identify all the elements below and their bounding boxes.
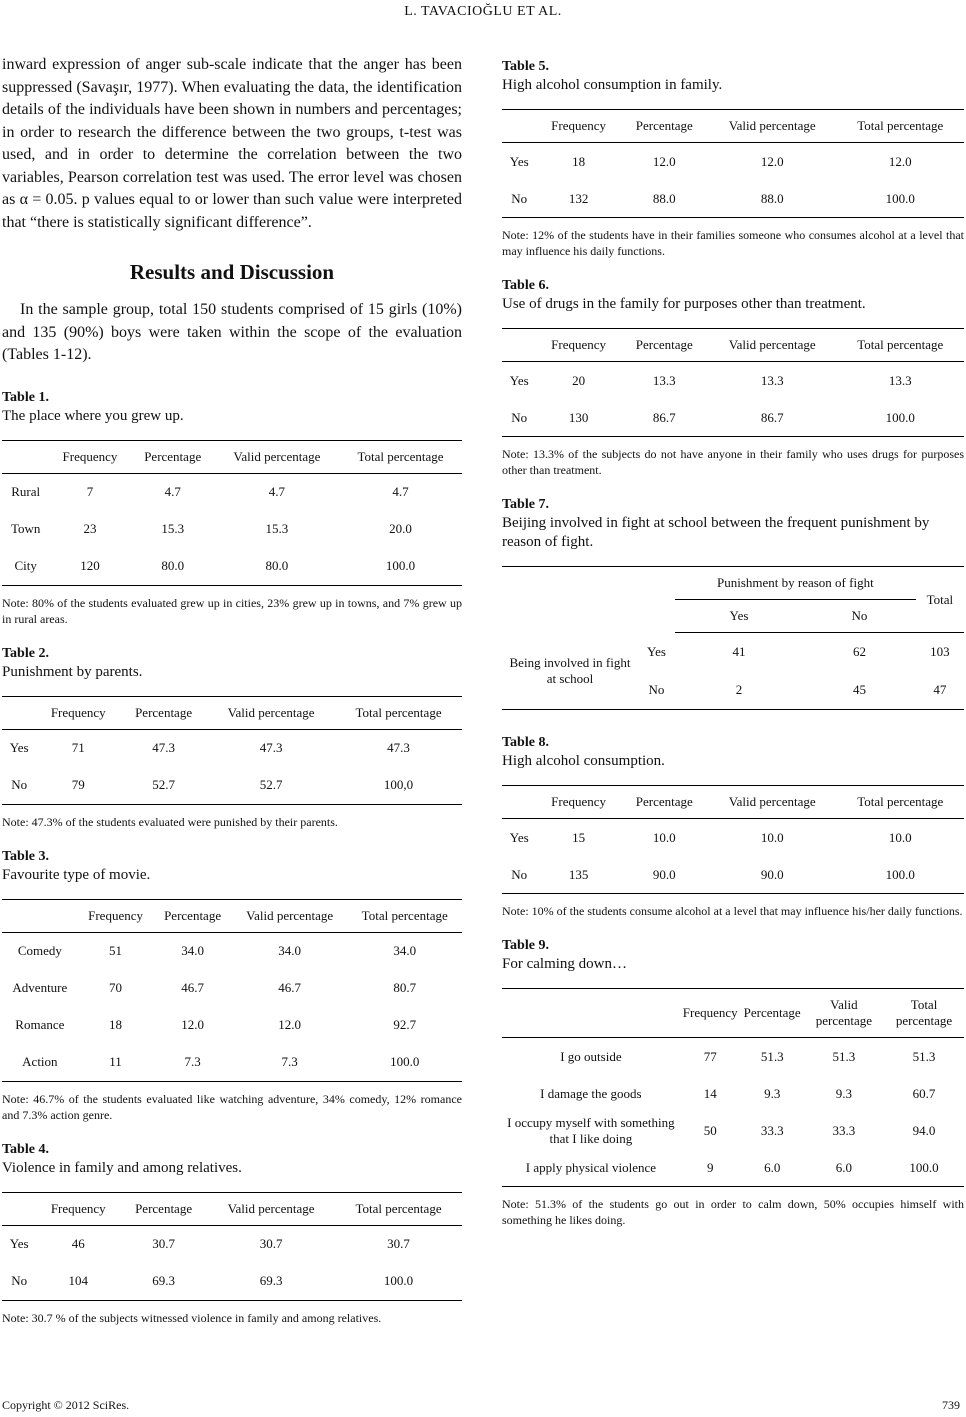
- cell: 9.3: [764, 1085, 781, 1101]
- cell: 13.3: [652, 372, 676, 388]
- row-label: No: [2, 1263, 36, 1301]
- cell: 47: [916, 671, 964, 710]
- table-note: Note: 10% of the students consume alcohol at a level that may influence his/her daily functions.: [502, 904, 963, 918]
- column-header: Total percentage: [339, 440, 462, 473]
- cell: 52.7: [207, 767, 335, 805]
- table-1: [2, 389, 462, 627]
- table-title: The place where you grew up.: [2, 407, 184, 424]
- cell: 80.0: [215, 548, 339, 586]
- empty-subheader: [502, 600, 675, 633]
- cell: 20.0: [389, 521, 412, 536]
- table-3: [2, 848, 462, 1123]
- table-row: [502, 1112, 964, 1149]
- column-header: Valid percentage: [207, 696, 335, 729]
- cell: 12.0: [278, 1017, 301, 1032]
- column-header: Frequency: [536, 110, 620, 143]
- left-column: [2, 54, 462, 1326]
- cell: 15.3: [161, 521, 185, 536]
- corner-header: [2, 696, 36, 729]
- cell: 6.0: [804, 1149, 884, 1187]
- cell: 79: [36, 767, 120, 805]
- cell: 18: [109, 1017, 123, 1032]
- column-header: Frequency: [78, 899, 154, 932]
- corner-header: [2, 1192, 36, 1225]
- data-table: [2, 696, 462, 805]
- table-row: [502, 180, 964, 218]
- table-row: [2, 970, 462, 1007]
- data-table: [2, 899, 462, 1082]
- page-number: 739: [942, 1398, 960, 1412]
- table-row: [502, 633, 964, 672]
- cell: 135: [536, 856, 620, 894]
- cell: 9.3: [835, 1085, 853, 1101]
- cell: 100.0: [837, 399, 964, 437]
- column-header: Valid percentage: [708, 110, 837, 143]
- cell: 100.0: [347, 1044, 462, 1082]
- cell: 30.7: [387, 1236, 410, 1251]
- table-title: High alcohol consumption.: [502, 753, 665, 769]
- cell: 104: [36, 1263, 120, 1301]
- header-row: [502, 989, 964, 1038]
- row-label: Town: [10, 521, 41, 536]
- corner-header: [2, 440, 49, 473]
- cell: 100.0: [837, 856, 964, 894]
- cell: 100.0: [837, 180, 964, 218]
- table-title: For calming down…: [502, 956, 627, 972]
- copyright: Copyright © 2012 SciRes.: [2, 1398, 130, 1412]
- table-label: Table 5.: [502, 59, 549, 74]
- cell: 60.7: [912, 1085, 936, 1101]
- table-note: Note: 47.3% of the students evaluated were punished by their parents.: [2, 814, 338, 829]
- column-header: Frequency: [536, 786, 620, 819]
- table-note: Note: 13.3% of the subjects do not have anyone in their family who uses drugs for purposes other than treatment.: [502, 447, 964, 477]
- table-label: Table 1.: [2, 389, 49, 405]
- data-table: [2, 1192, 462, 1301]
- cell: 86.7: [621, 399, 708, 437]
- table-title: Beijing involved in fight at school between the frequent punishment by reason of fight.: [502, 515, 930, 550]
- cell: 100.0: [339, 548, 462, 586]
- data-table: [502, 988, 964, 1187]
- cell: 92.7: [393, 1017, 417, 1032]
- cell: 12.0: [888, 153, 912, 169]
- cell: 80.7: [393, 980, 417, 995]
- right-column: [502, 6, 964, 1228]
- table-row: [2, 767, 462, 805]
- cell: 33.3: [760, 1122, 784, 1138]
- cell: 12.0: [652, 153, 676, 169]
- cell: 100.0: [335, 1263, 462, 1301]
- row-label: Yes: [509, 372, 529, 388]
- header-row: [502, 329, 964, 362]
- cell: 14: [703, 1085, 717, 1101]
- cell: 15.3: [265, 521, 289, 536]
- cell: 10.0: [652, 829, 676, 845]
- corner-header: [502, 989, 680, 1038]
- table-note: Note: 51.3% of the students go out in order to calm down, 50% occupies himself with something he likes doing.: [502, 1197, 964, 1227]
- cell: 103: [930, 644, 950, 659]
- table-row: [2, 473, 462, 511]
- corner-header: [502, 110, 536, 143]
- cell: 47.3: [152, 740, 175, 755]
- column-header: Percentage: [621, 786, 708, 819]
- cell: 6.0: [741, 1149, 804, 1187]
- table-note: Note: 80% of the students evaluated grew up in cities, 23% grew up in towns, and 7% grew up in rural areas.: [2, 595, 462, 626]
- table-note: Note: 46.7% of the students evaluated like watching adventure, 34% comedy, 12% romance and 7.3% action genre.: [2, 1091, 462, 1122]
- row-label: Rural: [11, 484, 41, 499]
- cell: 90.0: [708, 856, 837, 894]
- cell: 51.3: [832, 1048, 856, 1064]
- cell: 7: [86, 484, 94, 499]
- table-label: Table 6.: [502, 278, 549, 293]
- row-label: No: [502, 856, 536, 894]
- cell: 13.3: [760, 372, 784, 388]
- column-header: Valid percentage: [215, 440, 339, 473]
- cell: 88.0: [621, 180, 708, 218]
- table-title: Punishment by parents.: [2, 663, 143, 680]
- cell: 46.7: [278, 980, 301, 995]
- table-title: High alcohol consumption in family.: [502, 77, 723, 93]
- row-label: Romance: [15, 1017, 65, 1032]
- table-row: [502, 856, 964, 894]
- column-header: Valid percentage: [232, 899, 348, 932]
- column-header: Percentage: [120, 696, 207, 729]
- table-6: [502, 277, 964, 478]
- table-2: [2, 645, 462, 830]
- corner-header: [502, 329, 536, 362]
- cell: 69.3: [120, 1263, 207, 1301]
- header-row: [2, 440, 462, 473]
- row-label: Yes: [509, 829, 529, 845]
- cell: 41: [732, 644, 746, 659]
- table-label: Table 8.: [502, 735, 549, 750]
- sub-header-yes: Yes: [675, 600, 803, 633]
- data-table: [502, 328, 964, 437]
- cell: 34.0: [181, 943, 204, 958]
- column-header: Frequency: [36, 1192, 120, 1225]
- data-table: [502, 785, 964, 894]
- cell: 46: [71, 1236, 85, 1251]
- column-header: Percentage: [621, 110, 708, 143]
- cell: 30.7: [152, 1236, 175, 1251]
- cell: 51: [109, 943, 123, 958]
- header-row: [2, 899, 462, 932]
- table-9: [502, 937, 964, 1228]
- cell: 100.0: [884, 1149, 964, 1187]
- row-label: City: [2, 548, 49, 586]
- intro-paragraph: inward expression of anger sub-scale indicate that the anger has been suppressed (Savaşır, 1977). When evaluating the data, the identification details of the individuals have been shown in numbers and percentages; in order to research the difference between the two groups, t-test was used, and in order to determine the correlation between the two variables, Pearson correlation test was used. The error level was chosen as α = 0.05. p values equal to or lower than such value were interpreted that “there is statistically significant difference”.: [2, 56, 462, 231]
- section-title: Results and Discussion: [129, 260, 335, 284]
- cell: 47.3: [259, 740, 283, 755]
- column-header: Valid percentage: [708, 786, 837, 819]
- row-label: No: [502, 180, 536, 218]
- table-note: Note: 12% of the students have in their families someone who consumes alcohol at a level that may influence his daily functions.: [502, 228, 964, 258]
- table-row: [2, 932, 462, 970]
- cell: 50: [703, 1122, 717, 1138]
- table-5: [502, 58, 964, 259]
- column-header: Frequency: [536, 329, 620, 362]
- column-header: Percentage: [120, 1192, 207, 1225]
- table-7: [502, 496, 964, 710]
- cell: 7.3: [153, 1044, 231, 1082]
- cell: 51.3: [912, 1048, 936, 1064]
- total-header: Total: [916, 567, 964, 633]
- cell: 20: [572, 372, 586, 388]
- table-row: [502, 399, 964, 437]
- cell: Yes: [646, 643, 666, 659]
- table-note: Note: 30.7 % of the subjects witnessed violence in family and among relatives.: [2, 1310, 382, 1325]
- cell: 7.3: [232, 1044, 348, 1082]
- cell: 90.0: [621, 856, 708, 894]
- row-group-label: Being involved in fight at school: [502, 633, 638, 710]
- table-title: Violence in family and among relatives.: [2, 1159, 242, 1176]
- cell: 45: [803, 671, 916, 710]
- cell: 23: [83, 521, 97, 536]
- row-label: No: [502, 399, 536, 437]
- cell: 4.7: [268, 484, 286, 499]
- table-row: [502, 1149, 964, 1187]
- table-label: Table 2.: [2, 645, 49, 661]
- cell: 80.0: [131, 548, 215, 586]
- table-row: [2, 548, 462, 586]
- table-row: [502, 1075, 964, 1112]
- cell: 70: [109, 980, 123, 995]
- running-header: L. TAVACIOĞLU ET AL.: [404, 4, 562, 19]
- column-header: Percentage: [621, 329, 708, 362]
- table-row: [2, 1225, 462, 1263]
- column-header: Total percentage: [347, 899, 462, 932]
- cell: 10.0: [760, 829, 784, 845]
- column-header: Percentage: [741, 989, 804, 1038]
- table-title: Use of drugs in the family for purposes other than treatment.: [502, 296, 866, 312]
- header-row: [502, 786, 964, 819]
- table-title: Favourite type of movie.: [2, 866, 151, 883]
- cell: 12.0: [181, 1017, 204, 1032]
- cell: 94.0: [912, 1122, 936, 1138]
- column-header: Valid percentage: [708, 329, 837, 362]
- cell: 69.3: [207, 1263, 335, 1301]
- cell: 33.3: [832, 1122, 856, 1138]
- column-header: Total percentage: [884, 989, 964, 1038]
- row-label: Comedy: [17, 943, 62, 958]
- cell: 130: [536, 399, 620, 437]
- data-table: [2, 440, 462, 586]
- cell: 15: [572, 829, 586, 845]
- sub-header-no: No: [803, 600, 916, 633]
- cell: 51.3: [760, 1048, 784, 1064]
- cell: 30.7: [259, 1236, 283, 1251]
- cell: 4.7: [392, 484, 409, 499]
- results-paragraph: In the sample group, total 150 students comprised of 15 girls (10%) and 135 (90%) boys were taken within the scope of the evaluation (Tables 1-12).: [2, 301, 462, 363]
- cell: 18: [572, 153, 586, 169]
- cell: 9: [680, 1149, 741, 1187]
- span-header: Punishment by reason of fight: [675, 567, 916, 600]
- table-row: [502, 143, 964, 181]
- cell: No: [638, 671, 675, 710]
- cell: 88.0: [708, 180, 837, 218]
- table-label: Table 9.: [502, 938, 549, 953]
- cell: 100,0: [335, 767, 462, 805]
- column-header: Frequency: [36, 696, 120, 729]
- corner-header: [2, 899, 78, 932]
- table-label: Table 7.: [502, 497, 549, 512]
- column-header: Total percentage: [335, 696, 462, 729]
- column-header: Total percentage: [837, 110, 964, 143]
- column-header: Frequency: [680, 989, 741, 1038]
- cell: 10.0: [888, 829, 912, 845]
- column-header: Frequency: [49, 440, 130, 473]
- column-header: Percentage: [153, 899, 231, 932]
- cell: 132: [536, 180, 620, 218]
- table-row: [502, 362, 964, 400]
- header-row: [502, 110, 964, 143]
- row-label: I occupy myself with something that I like doing: [507, 1114, 675, 1146]
- cell: 47.3: [387, 740, 410, 755]
- cell: 34.0: [278, 943, 301, 958]
- column-header: Valid percentage: [207, 1192, 335, 1225]
- row-label: I damage the goods: [540, 1085, 642, 1101]
- table-row: [2, 729, 462, 767]
- header-row: [2, 1192, 462, 1225]
- table-row: [2, 1263, 462, 1301]
- cell: 4.7: [164, 484, 181, 499]
- cell: 34.0: [393, 943, 417, 958]
- corner-header: [502, 786, 536, 819]
- table-8: [502, 734, 964, 919]
- cell: 13.3: [888, 372, 912, 388]
- cell: 46.7: [181, 980, 204, 995]
- table-row: [502, 819, 964, 857]
- row-label: Action: [2, 1044, 78, 1082]
- table-row: [2, 1044, 462, 1082]
- table-label: Table 3.: [2, 848, 49, 864]
- row-label: No: [2, 767, 36, 805]
- row-label: I go outside: [560, 1048, 622, 1064]
- empty-header: [502, 567, 675, 600]
- table-label: Table 4.: [2, 1141, 49, 1157]
- cell: 2: [675, 671, 803, 710]
- data-table: [502, 109, 964, 218]
- cell: 11: [78, 1044, 154, 1082]
- header-row: [2, 696, 462, 729]
- crosstab: [502, 566, 964, 710]
- table-4: [2, 1141, 462, 1326]
- row-label: I apply physical violence: [502, 1149, 680, 1187]
- column-header: Total percentage: [837, 786, 964, 819]
- cell: 120: [49, 548, 130, 586]
- cell: 77: [703, 1048, 717, 1064]
- cell: 12.0: [760, 153, 784, 169]
- row-label: Adventure: [12, 980, 68, 995]
- table-row: [2, 511, 462, 548]
- row-label: Yes: [9, 740, 29, 755]
- table-row: [502, 1038, 964, 1076]
- column-header: Valid percentage: [804, 989, 884, 1038]
- cell: 71: [71, 740, 85, 755]
- cell: 86.7: [708, 399, 837, 437]
- row-label: Yes: [9, 1236, 29, 1251]
- row-label: Yes: [509, 153, 529, 169]
- cell: 52.7: [120, 767, 207, 805]
- cell: 62: [852, 644, 866, 659]
- column-header: Percentage: [131, 440, 215, 473]
- table-row: [2, 1007, 462, 1044]
- column-header: Total percentage: [335, 1192, 462, 1225]
- column-header: Total percentage: [837, 329, 964, 362]
